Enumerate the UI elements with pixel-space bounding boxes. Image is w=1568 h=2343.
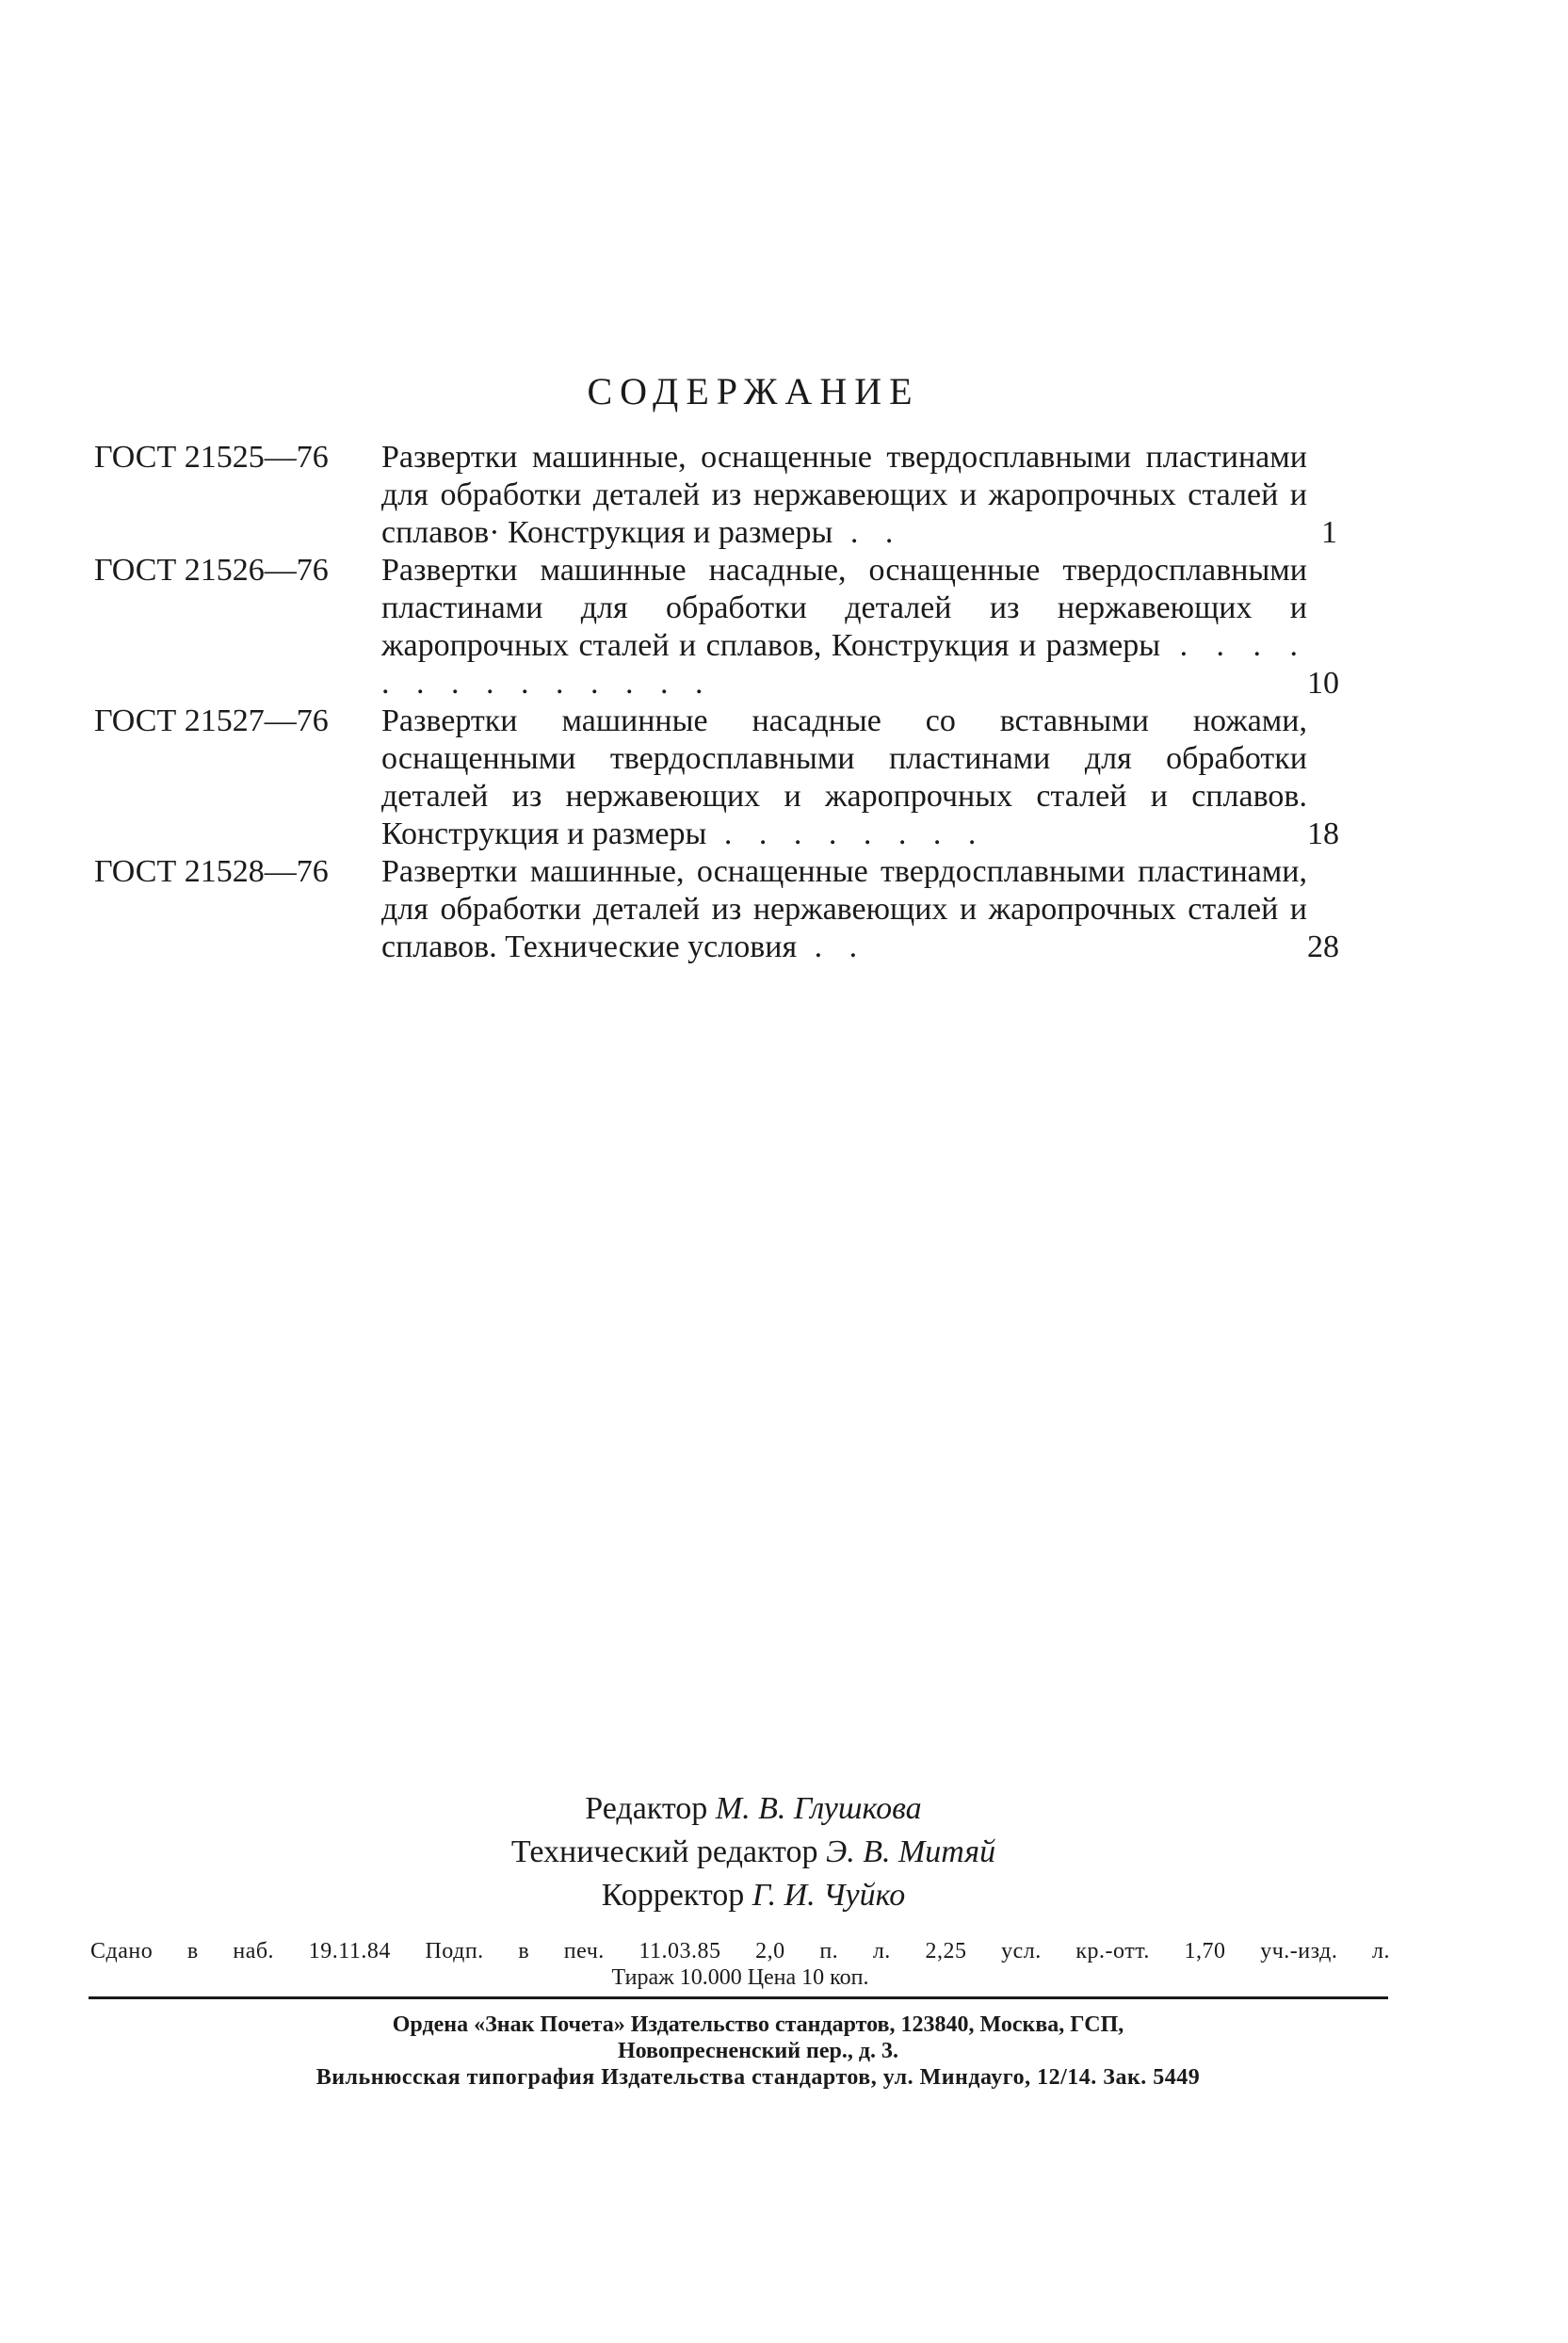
toc-entry-code: ГОСТ 21525—76 (94, 440, 329, 475)
toc-entry (94, 439, 1375, 552)
toc-entry (94, 853, 1375, 966)
publisher-address: Новопресненский пер., д. 3. (617, 2039, 899, 2063)
toc-entry-page: 1 (1321, 515, 1337, 550)
toc-entry-text: Развертки машинные, оснащенные твердосплавными пластинами для обработки деталей из нержавеющих и жаропрочных сталей и сплавов· Конструкция и размеры . . (381, 440, 1307, 550)
publisher-name: Ордена «Знак Почета» Издательство стандартов, 123840, Москва, ГСП, (392, 2012, 1124, 2037)
leader-dots: . . (832, 515, 903, 550)
leader-dots: . . (797, 929, 867, 964)
tech-editor-name: Э. В. Митяй (825, 1834, 996, 1869)
corrector-line (0, 1874, 1507, 1917)
publisher-block (132, 2012, 1384, 2091)
editor-line (0, 1787, 1507, 1831)
leader-dots: . . . . . . . . (706, 816, 986, 851)
toc-entry-text: Развертки машинные насадные, оснащенные твердосплавными пластинами для обработки деталей из нержавеющих и жаропрочных сталей и сплавов, Конструкция и размеры . . . . . . . . . . . . . . (381, 553, 1307, 701)
editor-role: Редактор (585, 1791, 708, 1826)
corrector-name: Г. И. Чуйко (752, 1878, 906, 1913)
toc-entry-page: 10 (1307, 666, 1339, 701)
tech-editor-role: Технический редактор (510, 1834, 818, 1869)
table-of-contents (94, 439, 1375, 966)
leader-dots: . . . . . . . . . . . . . . (381, 628, 1307, 701)
imprint-block (90, 1938, 1390, 1991)
imprint-circulation: Тираж 10.000 Цена 10 коп. (611, 1965, 869, 1990)
divider-rule (89, 1996, 1388, 1999)
toc-entry-page: 28 (1307, 929, 1339, 964)
toc-entry-text: Развертки машинные насадные со вставными ножами, оснащенными твердосплавными пластинами для обработки деталей из нержавеющих и жаропрочных сталей и сплавов. Конструкция и размеры . . . . . . . . (381, 703, 1307, 851)
toc-entry-code: ГОСТ 21526—76 (94, 553, 329, 588)
toc-title: СОДЕРЖАНИЕ (587, 370, 920, 412)
toc-entry-code: ГОСТ 21528—76 (94, 854, 329, 889)
toc-entry-page: 18 (1307, 816, 1339, 851)
toc-entry-code: ГОСТ 21527—76 (94, 703, 329, 738)
imprint-print-data: Сдано в наб. 19.11.84 Подп. в печ. 11.03.85 2,0 п. л. 2,25 усл. кр.-отт. 1,70 уч.-изд. л. (90, 1939, 1390, 1963)
credits-block (0, 1787, 1507, 1917)
tech-editor-line (0, 1831, 1507, 1874)
toc-entry (94, 552, 1375, 703)
toc-entry (94, 703, 1375, 853)
toc-entry-text: Развертки машинные, оснащенные твердосплавными пластинами, для обработки деталей из нержавеющих и жаропрочных сталей и сплавов. Технические условия . . (381, 854, 1307, 964)
corrector-role: Корректор (601, 1878, 745, 1913)
printer-info: Вильнюсская типография Издательства стандартов, ул. Миндауго, 12/14. Зак. 5449 (315, 2065, 1201, 2090)
editor-name: М. В. Глушкова (715, 1791, 922, 1826)
